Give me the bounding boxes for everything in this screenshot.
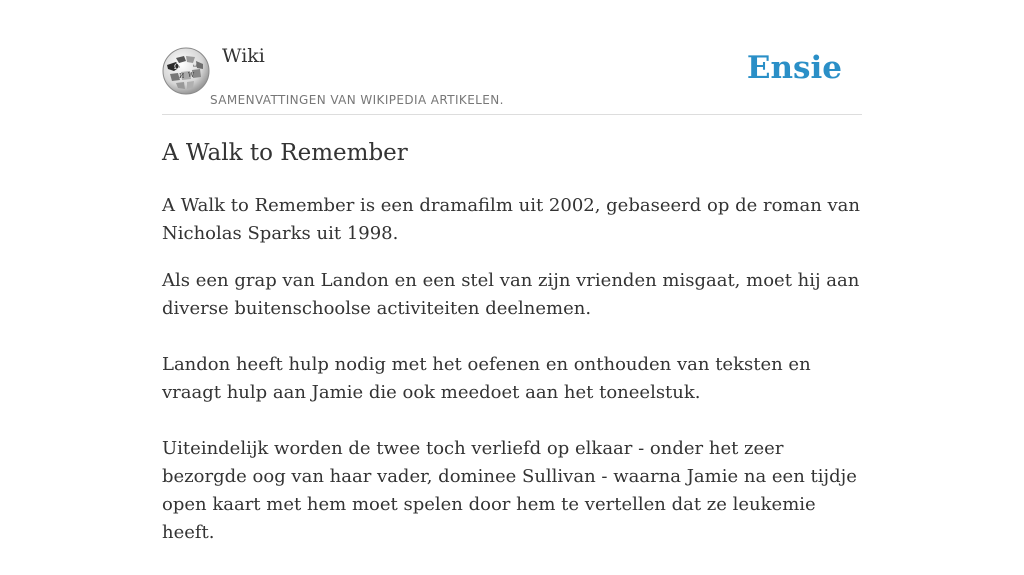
article-intro: A Walk to Remember is een dramafilm uit 2002, gebaseerd op de roman van Nicholas Sparks uit 1998. bbox=[162, 195, 861, 244]
svg-text:И: И bbox=[179, 73, 185, 80]
page bbox=[162, 0, 862, 543]
article-paragraph-3: Uiteindelijk worden de twee toch verliefd op elkaar - onder het zeer bezorgde oog van haar vader, dominee Sullivan - waarna Jamie na een tijdje open kaart met hem moet spelen door hem te vertellen dat ze leukemie heeft. bbox=[162, 438, 857, 543]
article-paragraph-1: Als een grap van Landon en een stel van zijn vrienden misgaat, moet hij aan diverse buitenschoolse activiteiten deelnemen. bbox=[162, 270, 860, 319]
article-content bbox=[162, 192, 862, 575]
article-paragraph-2: Landon heeft hulp nodig met het oefenen en onthouden van teksten en vraagt hulp aan Jamie die ook meedoet aan het toneelstuk. bbox=[162, 354, 811, 403]
wikipedia-globe-svg bbox=[162, 47, 210, 95]
ensie-brand-link[interactable]: Ensie bbox=[746, 50, 842, 86]
svg-text:Ω: Ω bbox=[174, 63, 180, 71]
wikipedia-globe-icon[interactable] bbox=[162, 47, 210, 95]
site-name-link[interactable]: Wiki bbox=[222, 45, 265, 67]
svg-text:ω: ω bbox=[193, 63, 198, 69]
site-header bbox=[162, 0, 862, 115]
svg-text:W: W bbox=[188, 72, 195, 79]
article-title: A Walk to Remember bbox=[162, 140, 408, 166]
site-tagline: SAMENVATTINGEN VAN WIKIPEDIA ARTIKELEN. bbox=[210, 93, 504, 107]
